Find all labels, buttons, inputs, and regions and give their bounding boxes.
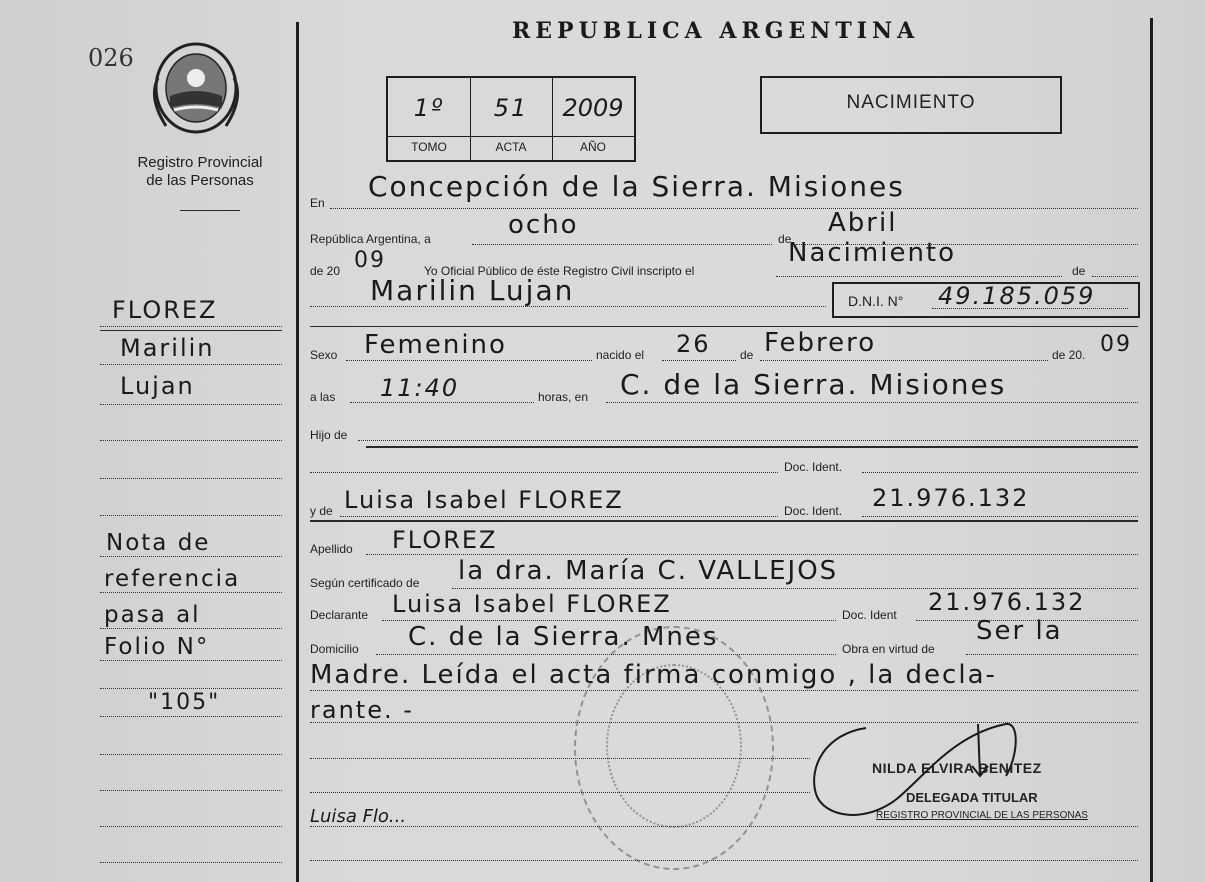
alas-label: a las — [310, 390, 336, 404]
document-title: REPUBLICA ARGENTINA — [512, 18, 920, 44]
tomo-value: 1º — [413, 94, 445, 122]
sexo-label: Sexo — [310, 348, 338, 362]
docident-label: Doc. Ident. — [784, 460, 843, 474]
margin-note-1: Nota de — [106, 530, 211, 556]
hijo-line — [358, 440, 1138, 441]
office-line-1: Registro Provincial — [137, 154, 263, 171]
margin-note-4: Folio N° — [104, 634, 210, 660]
inscripto-line — [776, 276, 1062, 277]
declarante-value: Luisa Isabel FLOREZ — [392, 590, 672, 618]
obra-label: Obra en virtud de — [842, 642, 935, 656]
margin-note-2: referencia — [104, 566, 241, 592]
nacido-label: nacido el — [596, 348, 645, 362]
apellido-value: FLOREZ — [392, 526, 498, 554]
nacido-anio: 09 — [1100, 332, 1132, 357]
acta-value: 51 — [493, 94, 529, 122]
margin-dots — [100, 716, 282, 717]
yde-label: y de — [310, 504, 333, 518]
margin-surname: FLOREZ — [112, 296, 218, 324]
margin-dots — [100, 688, 282, 689]
inscripto-value: Nacimiento — [788, 238, 957, 268]
hora-line — [350, 402, 534, 403]
de2-line — [1092, 276, 1138, 277]
madre-doc: 21.976.132 — [872, 484, 1030, 512]
margin-dots — [100, 826, 282, 827]
record-table-divider — [388, 136, 634, 137]
official-role: DELEGADA TITULAR — [906, 790, 1038, 805]
en-label: En — [310, 196, 325, 210]
docident-line — [862, 472, 1138, 473]
form-left-border — [296, 22, 299, 882]
obra-value: Ser la — [976, 616, 1063, 646]
dia-value: ocho — [508, 210, 579, 240]
margin-name-1: Marilin — [120, 334, 215, 362]
nombre-value: Marilin Lujan — [370, 274, 575, 307]
de3-label: de — [740, 348, 754, 362]
nacido-mes: Febrero — [764, 328, 877, 358]
margin-signature: Luisa Flo... — [310, 806, 407, 827]
margin-dots — [100, 515, 282, 516]
margin-dots — [100, 628, 282, 629]
dni-label: D.N.I. N° — [848, 293, 904, 309]
lugar-value: C. de la Sierra. Misiones — [620, 368, 1007, 401]
certificado-value: la dra. María C. VALLEJOS — [458, 556, 839, 586]
en-value: Concepción de la Sierra. Misiones — [368, 170, 905, 203]
provincial-seal-icon — [148, 38, 244, 142]
obra-line — [966, 654, 1138, 655]
de-label: de — [778, 232, 792, 246]
margin-dots — [100, 478, 282, 479]
dni-box — [832, 282, 1140, 318]
apellido-label: Apellido — [310, 542, 353, 556]
horas-label: horas, en — [538, 390, 589, 404]
texto-2: rante. - — [310, 696, 414, 724]
margin-rule — [100, 330, 282, 331]
margin-dots — [100, 660, 282, 661]
nacido-mes-line — [760, 360, 1048, 361]
hijo-rule — [366, 446, 1138, 448]
declarante-label: Declarante — [310, 608, 369, 622]
nacido-dia-line — [662, 360, 736, 361]
margin-dots — [100, 326, 282, 327]
segun-label: Según certificado de — [310, 576, 420, 590]
declarante-line — [382, 620, 836, 621]
docident2-label: Doc. Ident. — [784, 504, 843, 518]
hora-value: 11:40 — [380, 374, 460, 402]
margin-rule — [180, 210, 240, 211]
margin-note-5: "105" — [148, 690, 221, 715]
de2-label: de — [1072, 264, 1086, 278]
de20-label: de 20 — [310, 264, 341, 278]
hijo-line-2 — [310, 472, 778, 473]
anio-label: AÑO — [579, 140, 606, 154]
madre-line — [340, 516, 778, 517]
madre-doc-line — [862, 516, 1138, 517]
lugar-line — [606, 402, 1138, 403]
margin-dots — [100, 556, 282, 557]
registry-stamp-inner — [606, 664, 742, 828]
section-rule — [310, 326, 1138, 327]
apellido-line — [366, 554, 1138, 555]
form-right-border — [1150, 18, 1153, 882]
margin-dots — [100, 790, 282, 791]
oficial-label: Yo Oficial Público de éste Registro Civil inscripto el — [424, 264, 695, 278]
docident3-label: Doc. Ident — [842, 608, 897, 622]
margin-name-2: Lujan — [120, 372, 195, 400]
margin-note-3: pasa al — [104, 602, 201, 628]
margin-dots — [100, 364, 282, 365]
margin-dots — [100, 754, 282, 755]
domicilio-line — [376, 654, 836, 655]
anio-registro: 09 — [354, 248, 386, 273]
domicilio-label: Domicilio — [310, 642, 359, 656]
record-table — [386, 76, 636, 162]
hijo-label: Hijo de — [310, 428, 348, 442]
domicilio-value: C. de la Sierra. Mnes — [408, 622, 719, 652]
margin-dots — [100, 440, 282, 441]
section-rule — [310, 520, 1138, 522]
madre-value: Luisa Isabel FLOREZ — [344, 486, 624, 514]
en-line — [330, 208, 1138, 209]
margin-dots — [100, 404, 282, 405]
republica-label: República Argentina, a — [310, 232, 431, 246]
nacido-dia: 26 — [676, 330, 711, 358]
margin-dots — [100, 592, 282, 593]
acta-label: ACTA — [495, 140, 527, 154]
office-line-2: de las Personas — [146, 172, 254, 189]
de2020-label: de 20. — [1052, 348, 1086, 362]
document-type: NACIMIENTO — [846, 92, 976, 113]
dia-line — [472, 244, 772, 245]
texto-1: Madre. Leída el acta firma conmigo , la decla- — [310, 660, 997, 690]
dni-value: 49.185.059 — [938, 282, 1096, 310]
document-type-box — [760, 76, 1062, 134]
folio-number: 026 — [88, 44, 134, 72]
margin-dots — [100, 862, 282, 863]
blank-line — [310, 860, 1138, 861]
declarante-doc: 21.976.132 — [928, 588, 1086, 616]
tomo-label: TOMO — [411, 140, 447, 154]
mes-value: Abril — [828, 208, 898, 238]
official-name: NILDA ELVIRA BENITEZ — [872, 760, 1042, 776]
official-office: REGISTRO PROVINCIAL DE LAS PERSONAS — [876, 810, 1088, 821]
sexo-line — [346, 360, 592, 361]
sexo-value: Femenino — [364, 330, 507, 360]
anio-value: 2009 — [562, 94, 624, 122]
